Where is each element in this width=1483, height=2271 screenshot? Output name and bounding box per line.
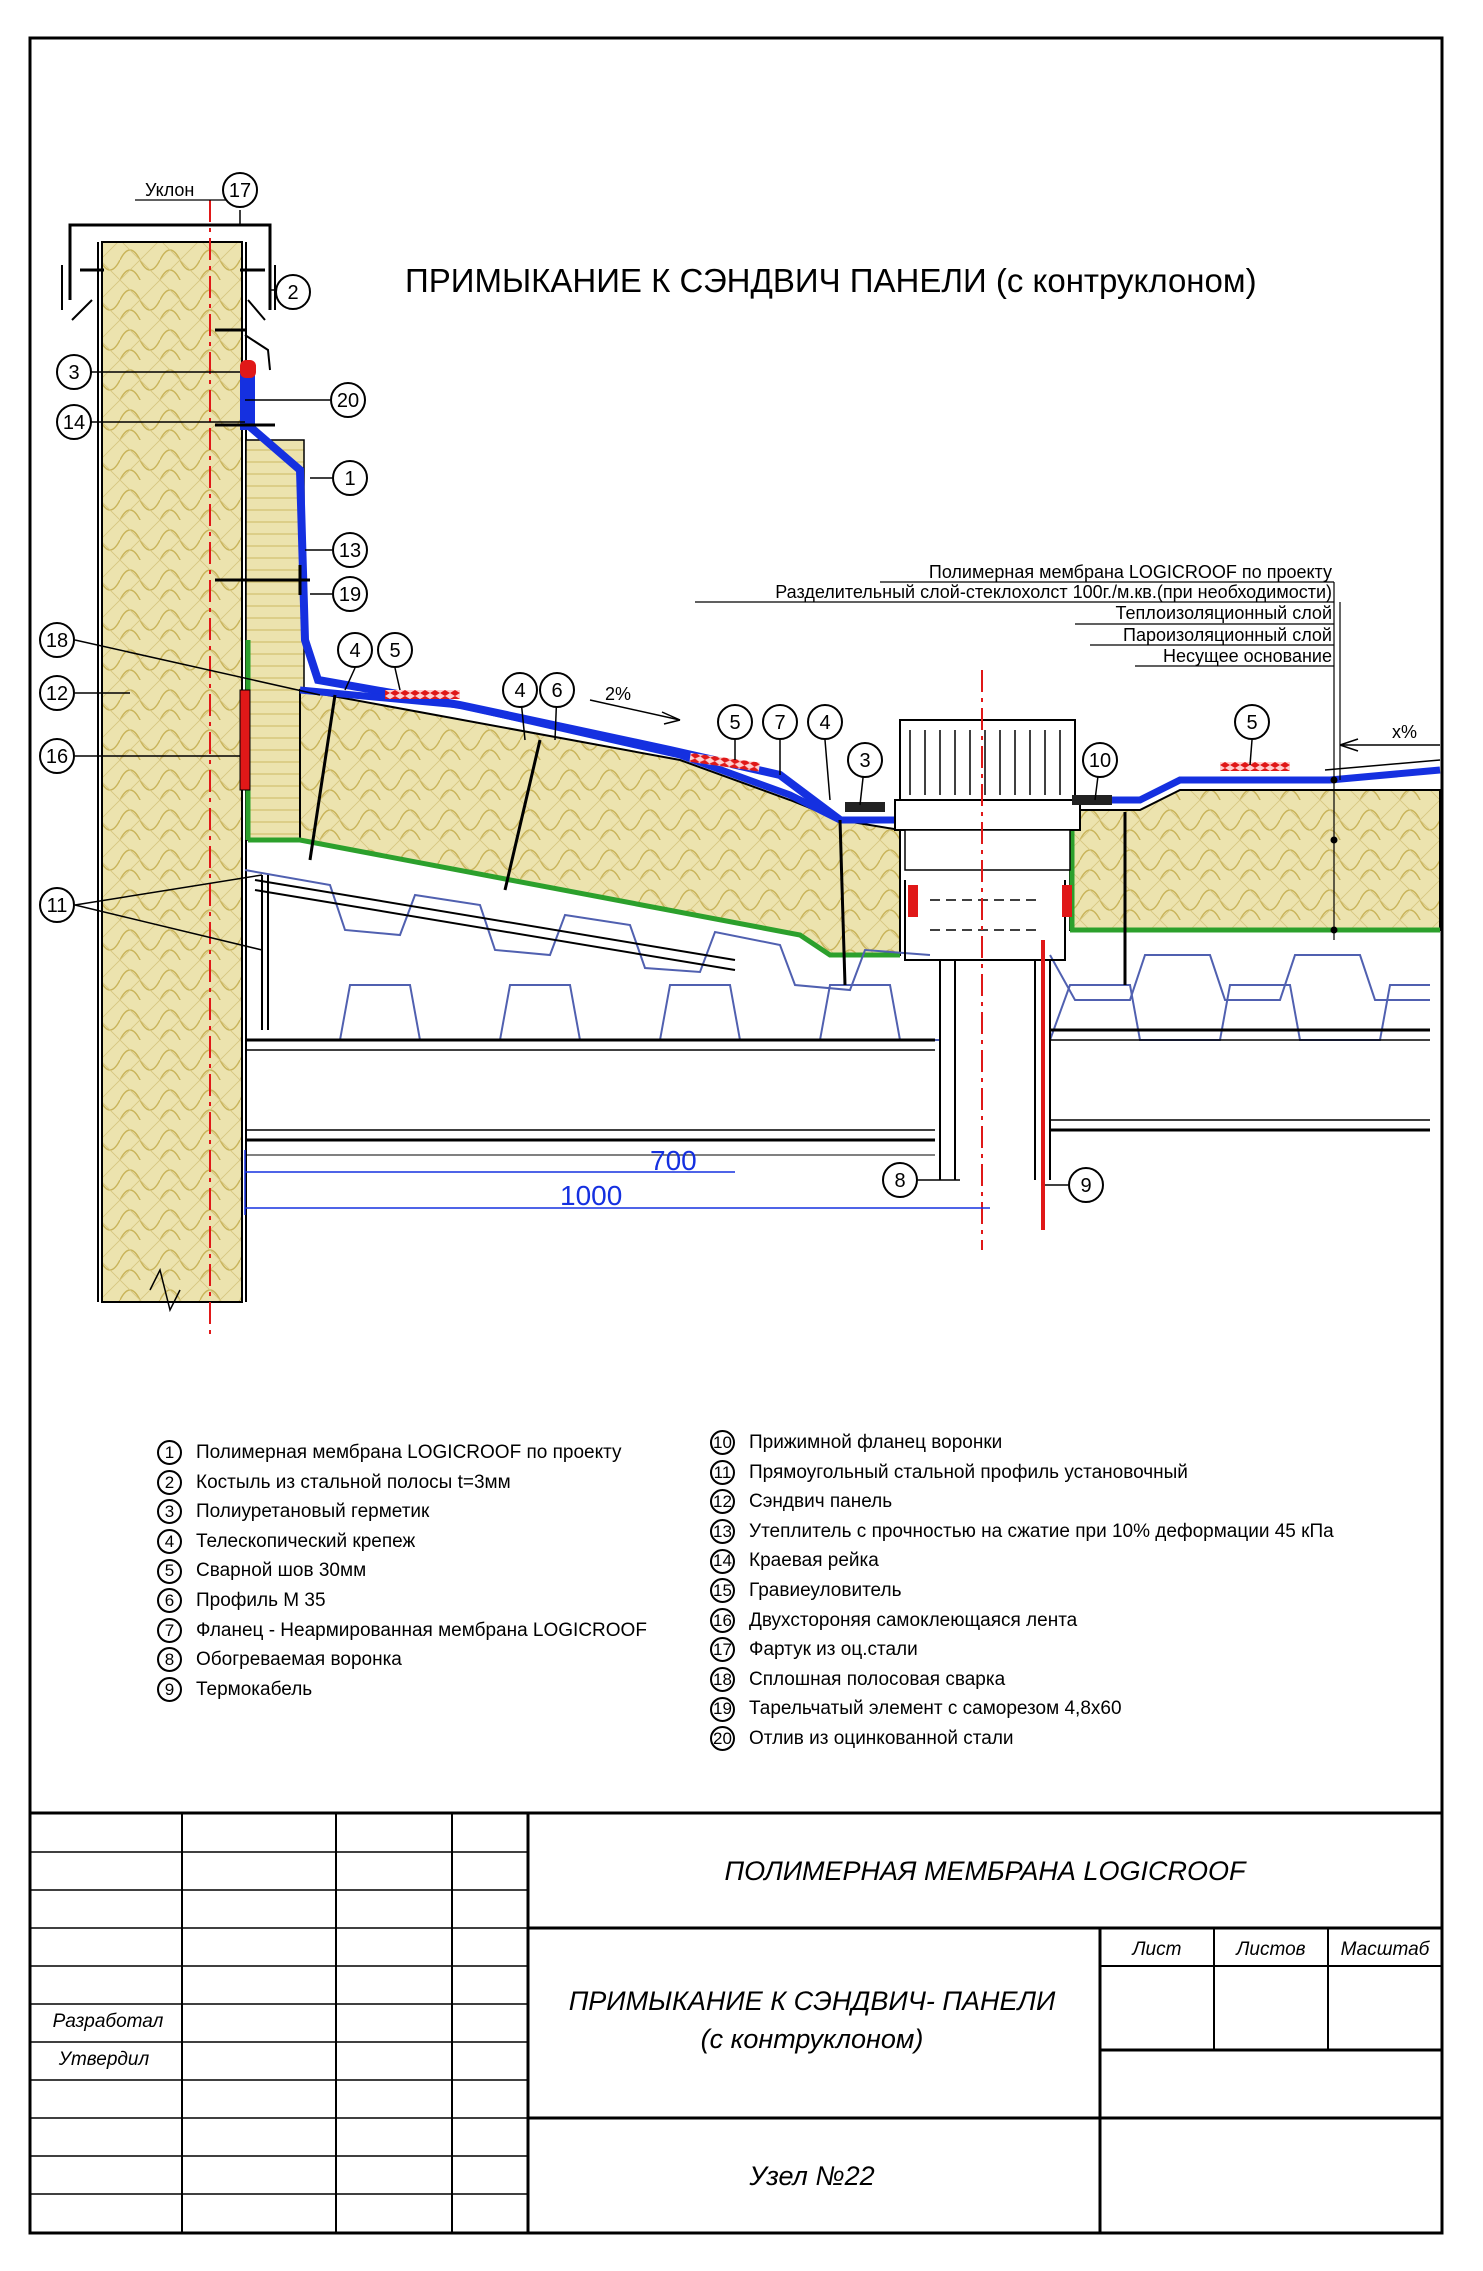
legend-text: Телескопический крепеж: [196, 1530, 416, 1552]
legend-number: 18: [710, 1667, 735, 1692]
stamp-company: ПОЛИМЕРНАЯ МЕМБРАНА LOGICROOF: [724, 1856, 1246, 1886]
slope-right-label: x%: [1392, 722, 1418, 742]
legend-item: [710, 1606, 1334, 1636]
callout-7: 7: [774, 712, 786, 734]
layer-3: Теплоизоляционный слой: [1115, 603, 1332, 623]
layer-5: Несущее основание: [1163, 646, 1332, 666]
legend-item: [710, 1724, 1334, 1754]
legend-item: [710, 1694, 1334, 1724]
legend-item: [710, 1428, 1334, 1458]
legend-number: 3: [157, 1499, 182, 1524]
adhesive-tape: [240, 690, 250, 790]
callout-8: 8: [894, 1170, 906, 1192]
drain-clamp-left: [845, 802, 885, 812]
legend-text: Тарельчатый элемент с саморезом 4,8х60: [749, 1698, 1122, 1720]
callout-3: 3: [68, 362, 80, 384]
callout-10: 10: [1088, 750, 1112, 772]
callout-2: 2: [287, 282, 299, 304]
callout-13: 13: [338, 540, 362, 562]
sealant-top: [240, 360, 256, 378]
stamp-list: Лист: [1132, 1939, 1182, 1960]
legend-item: [710, 1517, 1334, 1547]
heated-drain: [895, 720, 1080, 1180]
uklon-label: Уклон: [145, 180, 195, 200]
legend-item: [157, 1616, 647, 1646]
legend-number: 7: [157, 1618, 182, 1643]
legend-item: [710, 1546, 1334, 1576]
callout-20: 20: [336, 390, 360, 412]
legend-number: 9: [157, 1677, 182, 1702]
dim-1000: 1000: [560, 1180, 623, 1211]
legend-number: 20: [710, 1726, 735, 1751]
legend-item: [157, 1645, 647, 1675]
legend-text: Полиуретановый герметик: [196, 1501, 430, 1523]
upstand-insulation: [246, 440, 304, 840]
legend-number: 15: [710, 1578, 735, 1603]
legend-text: Утеплитель с прочностью на сжатие при 10% деформации 45 кПа: [749, 1520, 1334, 1542]
callout-5a: 5: [389, 640, 401, 662]
legend-text: Фартук из оц.стали: [749, 1639, 918, 1661]
legend-text: Краевая рейка: [749, 1550, 879, 1572]
legend-text: Сплошная полосовая сварка: [749, 1668, 1006, 1690]
legend-item: [157, 1527, 647, 1557]
callout-5c: 5: [1246, 712, 1258, 734]
legend-text: Сварной шов 30мм: [196, 1560, 367, 1582]
dim-700: 700: [650, 1145, 697, 1176]
legend-number: 16: [710, 1608, 735, 1633]
legend-number: 12: [710, 1489, 735, 1514]
stamp-title-1: ПРИМЫКАНИЕ К СЭНДВИЧ- ПАНЕЛИ: [568, 1986, 1056, 2016]
legend-item: [157, 1675, 647, 1705]
legend-number: 13: [710, 1519, 735, 1544]
stamp-node: Узел №22: [749, 2161, 875, 2191]
legend-text: Костыль из стальной полосы t=3мм: [196, 1471, 511, 1493]
legend-number: 1: [157, 1440, 182, 1465]
callout-9: 9: [1080, 1175, 1092, 1197]
legend-item: [710, 1487, 1334, 1517]
legend-item: [710, 1635, 1334, 1665]
callout-3b: 3: [859, 750, 871, 772]
legend-item: [157, 1586, 647, 1616]
stamp-masshtab: Масштаб: [1340, 1939, 1430, 1960]
legend-text: Отлив из оцинкованной стали: [749, 1727, 1014, 1749]
legend-text: Сэндвич панель: [749, 1491, 893, 1513]
callout-5b: 5: [729, 712, 741, 734]
legend-number: 8: [157, 1647, 182, 1672]
layer-2: Разделительный слой-стеклохолст 100г./м.кв.(при необходимости): [775, 582, 1332, 602]
legend-text: Фланец - Неармированная мембрана LOGICROOF: [196, 1619, 647, 1641]
callout-18: 18: [45, 630, 69, 652]
drain-clamp-right: [1072, 795, 1112, 805]
stamp-title-2: (с контруклоном): [700, 2024, 924, 2054]
callout-17: 17: [228, 180, 252, 202]
legend-item: [157, 1438, 647, 1468]
legend-text: Прямоугольный стальной профиль установочный: [749, 1461, 1188, 1483]
stamp-listov: Листов: [1236, 1939, 1306, 1960]
callout-4c: 4: [819, 712, 831, 734]
legend-number: 2: [157, 1470, 182, 1495]
layer-1: Полимерная мембрана LOGICROOF по проекту: [928, 562, 1332, 582]
legend-number: 10: [710, 1430, 735, 1455]
callout-4a: 4: [349, 640, 361, 662]
legend-number: 5: [157, 1559, 182, 1584]
callout-19: 19: [338, 584, 362, 606]
legend-text: Профиль М 35: [196, 1589, 326, 1611]
legend-right: [710, 1428, 1334, 1754]
legend-left: [157, 1438, 647, 1704]
callout-14: 14: [62, 412, 86, 434]
legend-text: Двухстороняя самоклеющаяся лента: [749, 1609, 1078, 1631]
legend-number: 19: [710, 1697, 735, 1722]
drawing-title: ПРИМЫКАНИЕ К СЭНДВИЧ ПАНЕЛИ (с контруклоном): [405, 262, 1257, 299]
legend-text: Обогреваемая воронка: [196, 1649, 402, 1671]
callout-12: 12: [45, 683, 69, 705]
sandwich-panel: [98, 242, 246, 1310]
callout-4b: 4: [514, 680, 526, 702]
stamp-razrabotal: Разработал: [52, 2011, 164, 2032]
legend-number: 14: [710, 1549, 735, 1574]
section-drawing: [40, 173, 1440, 1340]
legend-number: 11: [710, 1460, 735, 1485]
slope-left-label: 2%: [605, 684, 632, 704]
legend-number: 6: [157, 1588, 182, 1613]
callout-6: 6: [551, 680, 563, 702]
legend-item: [710, 1665, 1334, 1695]
layer-4: Пароизоляционный слой: [1123, 625, 1332, 645]
legend-item: [710, 1576, 1334, 1606]
legend-text: Гравиеуловитель: [749, 1579, 902, 1601]
legend-item: [710, 1458, 1334, 1488]
legend-item: [157, 1468, 647, 1498]
callout-16: 16: [45, 746, 69, 768]
callout-1: 1: [344, 468, 356, 490]
legend-item: [157, 1556, 647, 1586]
legend-text: Прижимной фланец воронки: [749, 1432, 1003, 1453]
legend-text: Полимерная мембрана LOGICROOF по проекту: [196, 1442, 622, 1463]
stamp-utverdil: Утвердил: [58, 2049, 150, 2070]
legend-text: Термокабель: [196, 1678, 313, 1700]
callout-11: 11: [46, 895, 68, 917]
legend-number: 17: [710, 1637, 735, 1662]
legend-item: [157, 1497, 647, 1527]
legend-number: 4: [157, 1529, 182, 1554]
